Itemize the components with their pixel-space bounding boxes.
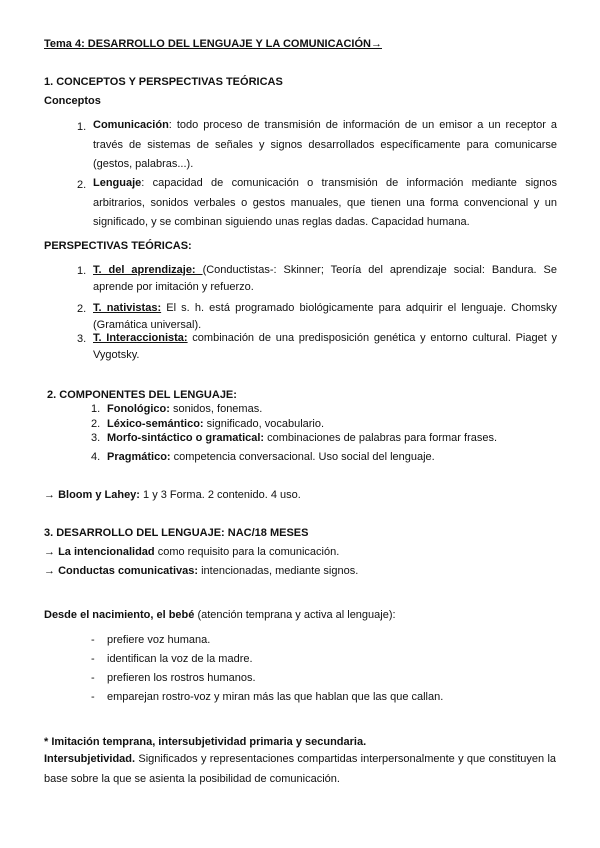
intersubjectivity-text: Significados y representaciones compartidas interpersonalmente y que constituyen la base sobre la que se asienta la posibilidad de comunicación.	[44, 753, 556, 785]
bullet-dash: -	[91, 691, 95, 703]
component-text: significado, vocabulario.	[203, 418, 325, 430]
component-item-morphosyntactic	[107, 431, 497, 445]
concept-item-language	[93, 174, 557, 233]
component-term: Léxico-semántico:	[107, 418, 204, 430]
perspective-text: combinación de una predisposición genética y entorno cultural. Piaget y Vygotsky.	[93, 332, 557, 361]
arrow-icon: →	[44, 565, 59, 577]
development-point	[44, 564, 358, 578]
concept-number: 1.	[77, 121, 87, 133]
point-text: como requisito para la comunicación.	[154, 546, 340, 558]
birth-term: Desde el nacimiento, el bebé	[44, 609, 195, 621]
bloom-lahey-note	[44, 488, 301, 502]
concept-term: Comunicación	[93, 119, 169, 131]
component-item-pragmatic	[107, 450, 435, 464]
intersubjectivity-term: Intersubjetividad.	[44, 753, 136, 765]
component-term: Fonológico:	[107, 403, 170, 415]
concepts-subheading: Conceptos	[44, 95, 101, 107]
section3-heading: 3. DESARROLLO DEL LENGUAJE: NAC/18 MESES	[44, 527, 309, 539]
perspective-item-interactionist	[93, 330, 557, 364]
birth-intro	[44, 608, 396, 622]
birth-text: (atención temprana y activa al lenguaje):	[194, 609, 396, 621]
section2-heading: 2. COMPONENTES DEL LENGUAJE:	[44, 389, 237, 401]
bloom-text: 1 y 3 Forma. 2 contenido. 4 uso.	[139, 489, 301, 501]
document-title: Tema 4: DESARROLLO DEL LENGUAJE Y LA COMUNICACIÓN→	[44, 38, 382, 50]
perspective-item-nativist	[93, 300, 557, 334]
perspective-number: 1.	[77, 265, 87, 277]
perspective-item-learning	[93, 262, 557, 296]
list-item: emparejan rostro-voz y miran más las que hablan que las que callan.	[107, 691, 444, 703]
list-item: identifican la voz de la madre.	[107, 653, 253, 665]
arrow-icon: →	[44, 489, 59, 501]
component-term: Pragmático:	[107, 451, 171, 463]
concept-number: 2.	[77, 179, 87, 191]
point-term: La intencionalidad	[58, 546, 155, 558]
development-point	[44, 545, 339, 559]
perspective-number: 3.	[77, 333, 87, 345]
bullet-dash: -	[91, 672, 95, 684]
perspective-term: T. del aprendizaje:	[93, 264, 203, 276]
bullet-dash: -	[91, 653, 95, 665]
concept-text: : todo proceso de transmisión de información de un emisor a un receptor a través de sistemas de señales y signos desarrollados específicamente para comunicarse (gestos, palabras...).	[93, 119, 557, 170]
imitation-note: * Imitación temprana, intersubjetividad primaria y secundaria.	[44, 736, 367, 748]
arrow-icon: →	[44, 546, 59, 558]
component-number: 3.	[91, 432, 101, 444]
component-text: competencia conversacional. Uso social del lenguaje.	[170, 451, 435, 463]
point-text: intencionadas, mediante signos.	[198, 565, 359, 577]
component-item-phonological	[107, 402, 262, 416]
perspectives-heading: PERSPECTIVAS TEÓRICAS:	[44, 240, 192, 252]
bullet-dash: -	[91, 634, 95, 646]
component-number: 4.	[91, 451, 101, 463]
concept-item-communication	[93, 116, 557, 175]
concept-term: Lenguaje	[93, 177, 142, 189]
component-text: combinaciones de palabras para formar frases.	[264, 432, 498, 444]
component-term: Morfo-sintáctico o gramatical:	[107, 432, 265, 444]
component-text: sonidos, fonemas.	[169, 403, 263, 415]
point-term: Conductas comunicativas:	[58, 565, 199, 577]
perspective-text: El s. h. está programado biológicamente para adquirir el lenguaje. Chomsky (Gramática universal).	[93, 302, 557, 331]
list-item: prefiere voz humana.	[107, 634, 211, 646]
component-item-lexical	[107, 417, 324, 431]
perspective-term: T. nativistas:	[93, 302, 162, 314]
component-number: 2.	[91, 418, 101, 430]
section1-heading: 1. CONCEPTOS Y PERSPECTIVAS TEÓRICAS	[44, 76, 283, 88]
list-item: prefieren los rostros humanos.	[107, 672, 256, 684]
concept-text: : capacidad de comunicación o transmisión de información mediante signos arbitrarios, sonidos verbales o gestos manuales, que tienen una forma convencional y un significado, y se combinan siguiendo unas reglas dadas. Capacidad humana.	[93, 177, 557, 228]
component-number: 1.	[91, 403, 101, 415]
perspective-term: T. Interaccionista:	[93, 332, 188, 344]
perspective-text: (Conductistas-: Skinner; Teoría del aprendizaje social: Bandura. Se aprende por imitación y refuerzo.	[93, 264, 557, 293]
intersubjectivity-paragraph	[44, 750, 556, 789]
perspective-number: 2.	[77, 303, 87, 315]
bloom-term: Bloom y Lahey:	[58, 489, 140, 501]
